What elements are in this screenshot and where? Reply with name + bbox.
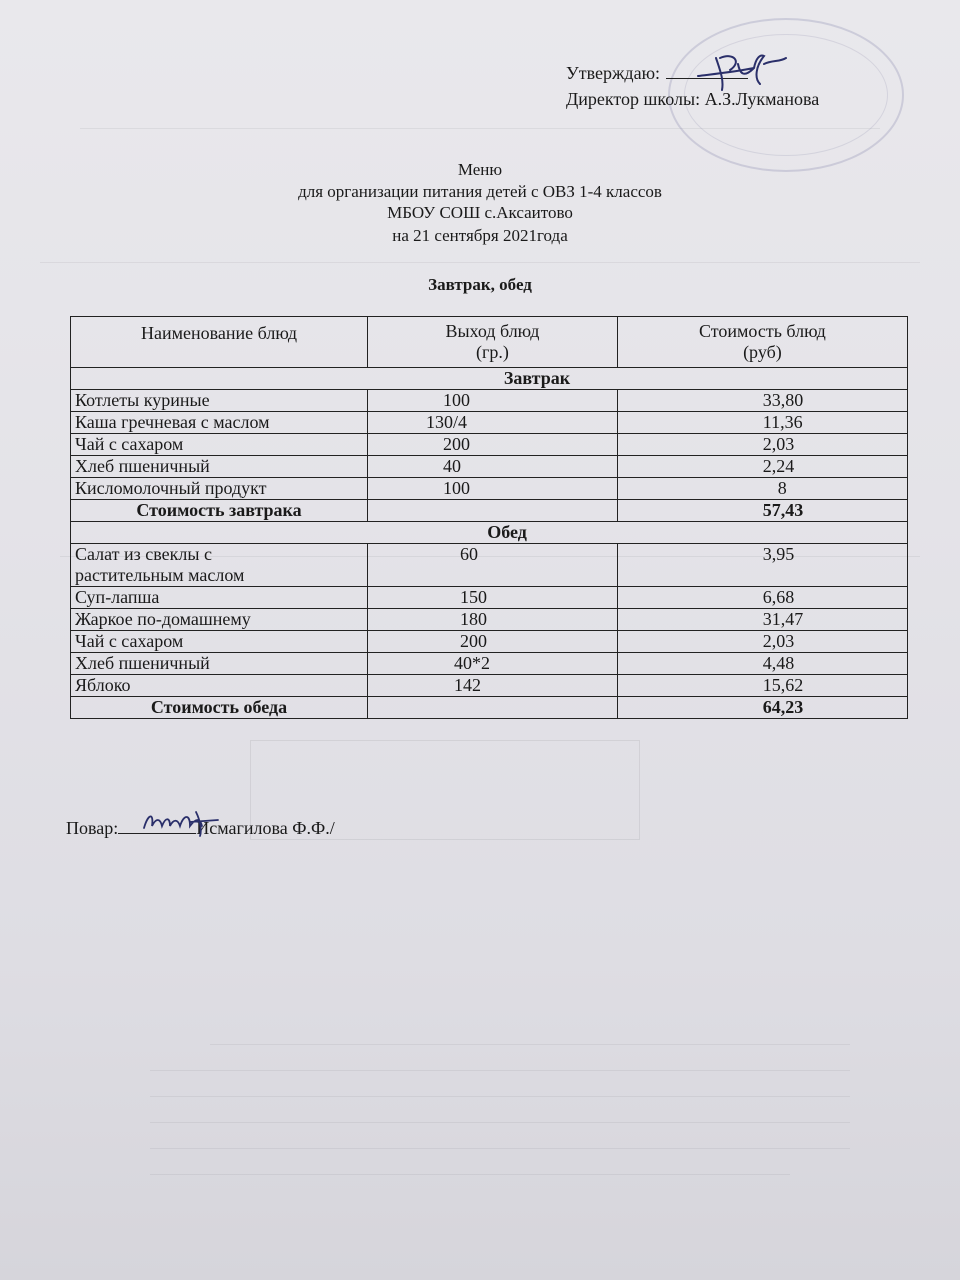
doc-subtitle: для организации питания детей с ОВЗ 1-4 классов [298,182,662,201]
doc-title: Меню [457,160,503,179]
total-value: 57,43 [617,500,907,522]
dish-output: 60 [368,544,618,587]
bleed-line [210,1044,850,1045]
dish-cost: 15,62 [617,675,907,697]
dish-name: Хлеб пшеничный [71,456,368,478]
dish-cost: 31,47 [617,609,907,631]
dish-cost: 8 [617,478,907,500]
meal-title: Завтрак, обед [428,275,532,294]
dish-name: Хлеб пшеничный [71,653,368,675]
dish-name: Салат из свеклы с растительным маслом [71,544,368,587]
total-spacer [368,500,618,522]
dish-cost: 11,36 [617,412,907,434]
total-spacer [368,697,618,719]
dish-cost: 2,24 [617,456,907,478]
menu-table [70,316,908,719]
bleed-line [150,1096,850,1097]
total-label: Стоимость обеда [71,697,368,719]
dish-output: 200 [368,631,618,653]
table-row [71,478,908,500]
dish-name: Каша гречневая с маслом [71,412,368,434]
dish-cost: 6,68 [617,587,907,609]
dish-cost: 2,03 [617,631,907,653]
table-row [71,587,908,609]
dish-output: 40 [368,456,618,478]
table-row [71,434,908,456]
dish-output: 100 [368,390,618,412]
bleed-line [150,1122,850,1123]
bleed-line [40,262,920,263]
dish-name: Кисломолочный продукт [71,478,368,500]
table-row [71,653,908,675]
dish-output: 40*2 [368,653,618,675]
dish-cost: 2,03 [617,434,907,456]
menu-date: на 21 сентября 2021года [392,226,568,245]
director-name: А.З.Лукманова [704,89,820,109]
bleed-line [150,1148,850,1149]
section-label: Завтрак [71,368,908,390]
dish-cost: 3,95 [617,544,907,587]
cook-signature-icon [140,808,220,838]
dish-output: 180 [368,609,618,631]
bleed-line [150,1070,850,1071]
cook-label: Повар: [66,818,119,838]
approve-label: Утверждаю: [566,63,661,83]
school-name: МБОУ СОШ с.Аксаитово [387,203,573,222]
section-row-breakfast [71,368,908,390]
table-row [71,390,908,412]
section-label: Обед [71,522,908,544]
total-value: 64,23 [617,697,907,719]
dish-cost: 33,80 [617,390,907,412]
director-signature-icon [694,44,790,94]
table-row [71,456,908,478]
table-row [71,412,908,434]
dish-output: 100 [368,478,618,500]
dish-output: 142 [368,675,618,697]
table-row [71,675,908,697]
table-row [71,631,908,653]
dish-name: Суп-лапша [71,587,368,609]
bleed-line [150,1174,790,1175]
dish-name: Чай с сахаром [71,434,368,456]
col-header-cost: Стоимость блюд (руб) [617,317,907,368]
table-header-row [71,317,908,368]
cook-name: Исмагилова Ф.Ф./ [196,818,335,838]
director-position: Директор школы: [566,89,701,109]
dish-output: 200 [368,434,618,456]
dish-name: Жаркое по-домашнему [71,609,368,631]
col-header-output: Выход блюд (гр.) [368,317,618,368]
dish-name: Котлеты куриные [71,390,368,412]
dish-output: 130/4 [368,412,618,434]
col-header-name: Наименование блюд [71,317,368,368]
dish-cost: 4,48 [617,653,907,675]
table-row [71,609,908,631]
table-row [71,544,908,587]
dish-name: Яблоко [71,675,368,697]
total-row-lunch [71,697,908,719]
total-row-breakfast [71,500,908,522]
dish-output: 150 [368,587,618,609]
section-row-lunch [71,522,908,544]
total-label: Стоимость завтрака [71,500,368,522]
dish-name: Чай с сахаром [71,631,368,653]
